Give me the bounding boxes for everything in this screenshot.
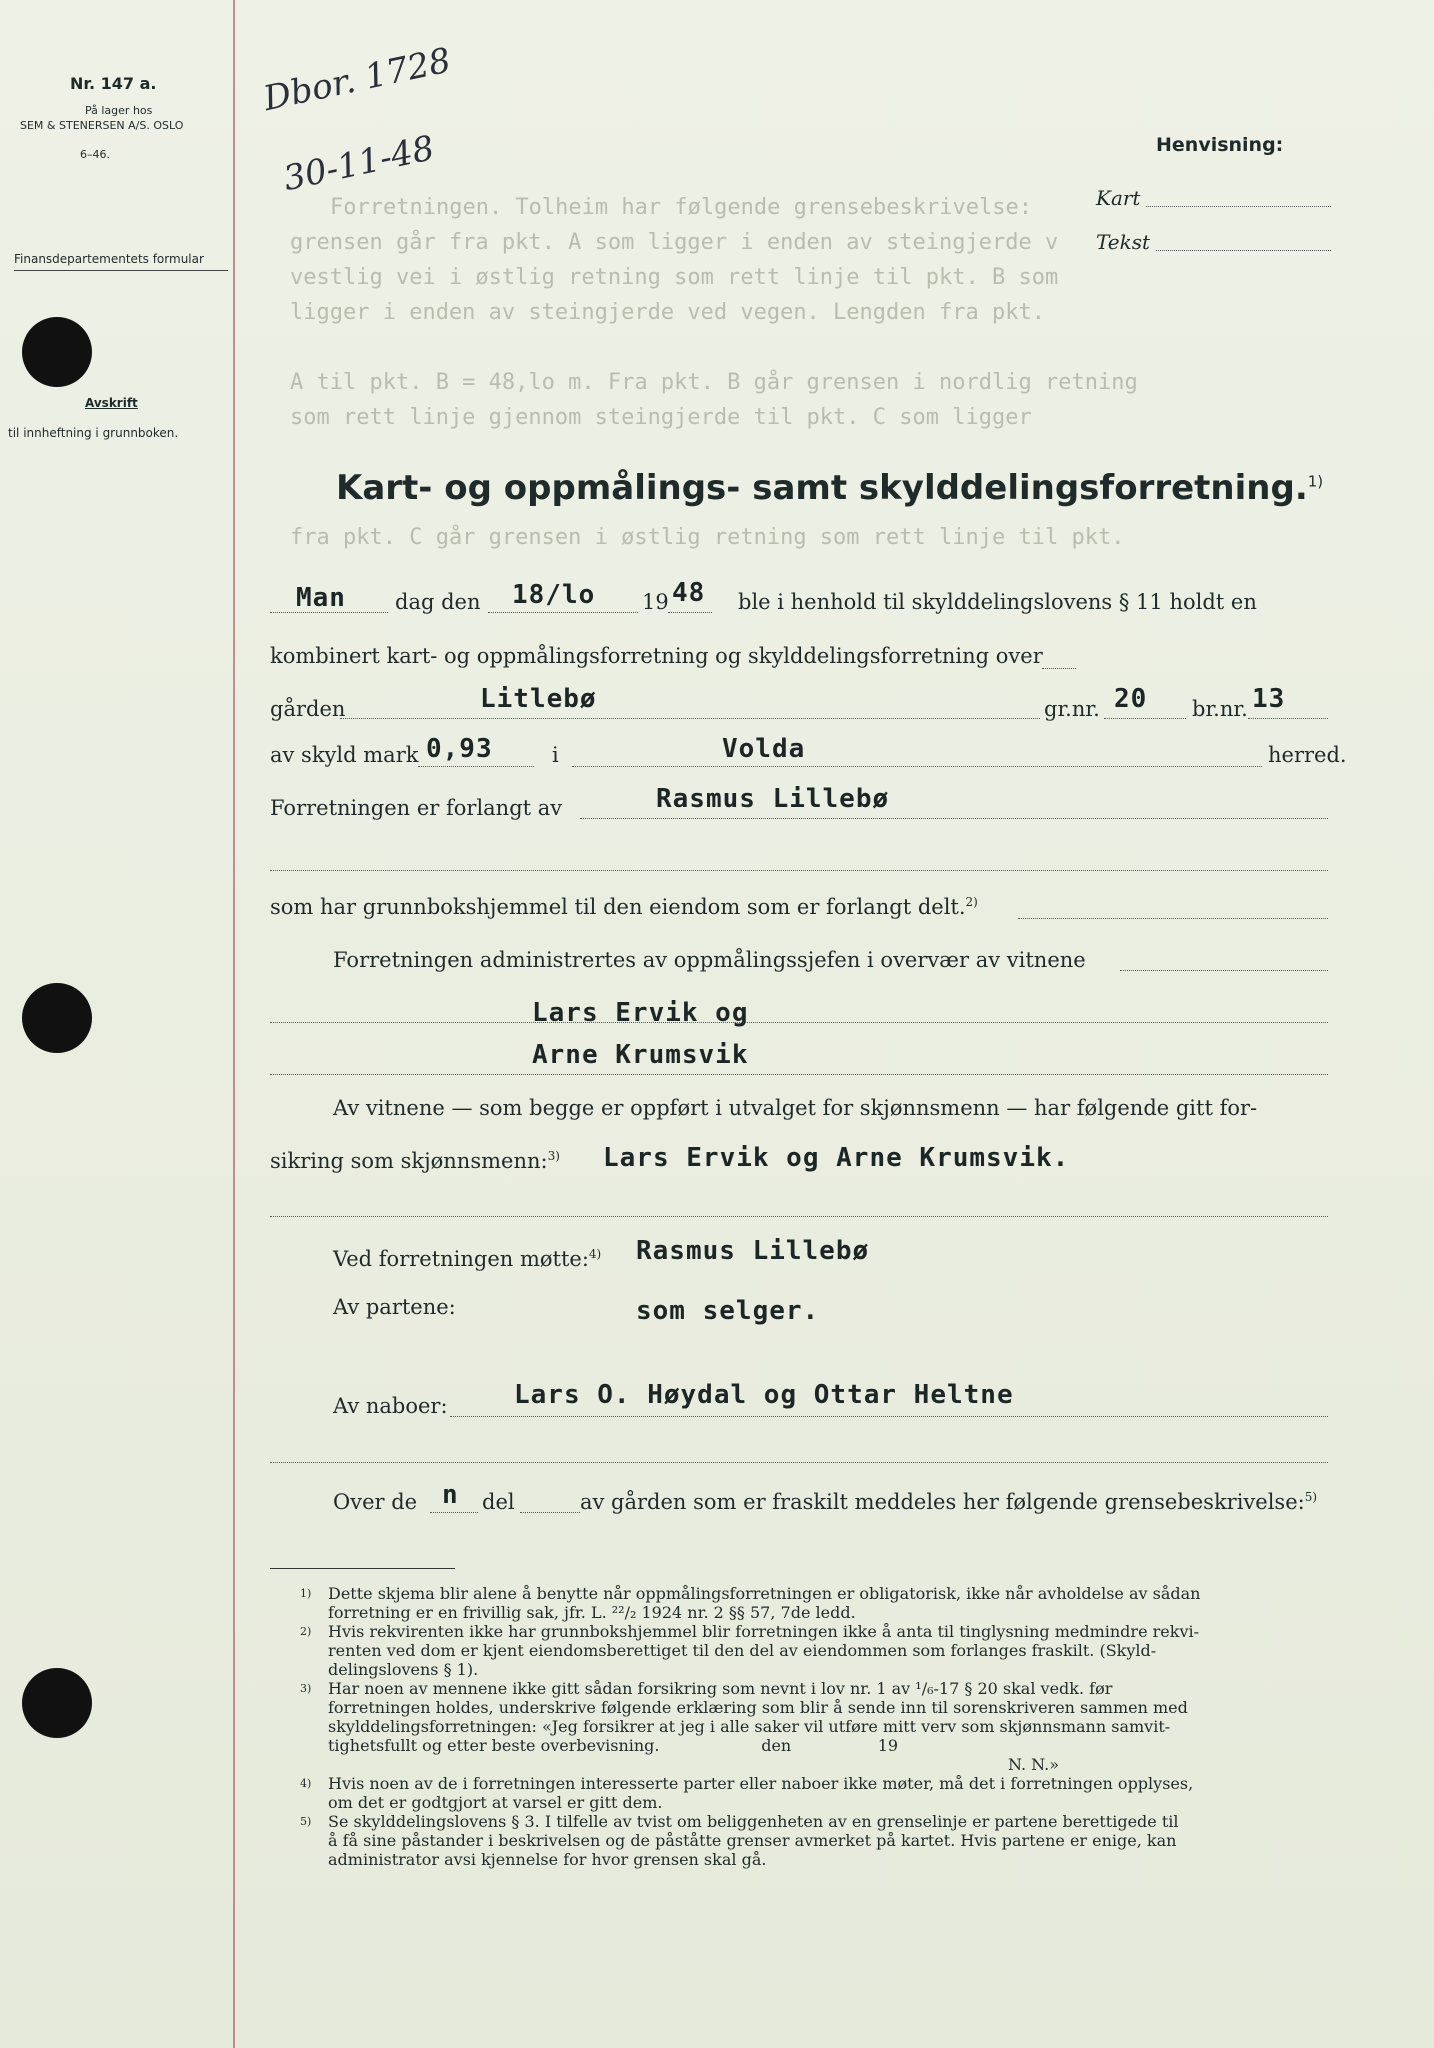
requested-field [580, 818, 1328, 819]
bleed-line: A til pkt. B = 48,lo m. Fra pkt. B går grensen i nordlig retning [290, 370, 1138, 395]
i-label: i [552, 743, 559, 767]
footnote-line: renten ved dom er kjent eiendomsberettiget til den del av eiendommen som forlanges fraskilt. (Skyld- [328, 1641, 1157, 1660]
footnote-line: Hvis rekvirenten ikke har grunnbokshjemmel blir forretningen ikke å anta til tinglysning medmindre rekvi- [328, 1622, 1199, 1641]
admin-field [1120, 970, 1328, 971]
bleed-line: grensen går fra pkt. A som ligger i enden av steingjerde v [290, 230, 1059, 255]
publisher-line: På lager hos [85, 104, 153, 117]
boundary-del: del [482, 1490, 515, 1514]
footnote-line: N. N.» [1008, 1755, 1059, 1774]
witness-1-field [270, 1022, 1328, 1023]
footnote-line: forretningen holdes, underskrive følgende erklæring som blir å sende inn til sorenskriveren sammen med [328, 1698, 1188, 1717]
municipality-field [572, 766, 1262, 767]
boundary-field [520, 1512, 580, 1513]
boundary-text [580, 1490, 1317, 1514]
line2-field [1042, 668, 1076, 669]
gnr-value: 20 [1114, 684, 1148, 714]
handwritten-date: 30-11-48 [280, 128, 438, 200]
owner-footnote: 2) [965, 895, 978, 909]
footnote-line: skylddelingsforretningen: «Jeg forsikrer at jeg i alle saker vil utføre mitt verv som skjønnsmann samvit- [328, 1717, 1171, 1736]
boundary-field [430, 1512, 478, 1513]
boundary-footnote: 5) [1304, 1490, 1318, 1504]
witness-2: Arne Krumsvik [532, 1040, 749, 1070]
farm-label: gården [270, 697, 346, 721]
reference-heading: Henvisning: [1156, 134, 1284, 156]
neighbors-value: Lars O. Høydal og Ottar Heltne [514, 1380, 1014, 1410]
bleed-line: Forretningen. Tolheim har følgende grensebeskrivelse: [330, 195, 1032, 220]
map-field [1146, 206, 1331, 207]
assurance-footnote: 3) [547, 1149, 560, 1163]
attended-footnote: 4) [588, 1247, 602, 1261]
footnote-line: om det er godtgjort at varsel er gitt dem. [328, 1793, 663, 1812]
footnote-line: Har noen av mennene ikke gitt sådan forsikring som nevnt i lov nr. 1 av ¹/₆-17 § 20 skal vedk. før [328, 1679, 1113, 1698]
year-field [668, 612, 712, 613]
document-title [336, 468, 1323, 508]
skyld-label: av skyld mark [270, 743, 419, 767]
title-text: Kart- og oppmålings- samt skylddelingsforretning. [336, 468, 1308, 508]
witness-text: Av vitnene — som begge er oppført i utvalget for skjønnsmenn — har følgende gitt for- [333, 1096, 1258, 1120]
footnote-line: Se skylddelingslovens § 3. I tilfelle av tvist om beliggenheten av en grenselinje er partene berettigede til [328, 1812, 1179, 1831]
footnote-line: tighetsfullt og etter beste overbevisning. den 19 [328, 1736, 899, 1755]
owner-field [1018, 918, 1328, 919]
farm-field [340, 718, 1040, 719]
footnote-line: Hvis noen av de i forretningen interesserte parter eller naboer ikke møter, må det i forretningen opplyses, [328, 1774, 1194, 1793]
date-field [488, 612, 638, 613]
municipality: Volda [722, 734, 806, 764]
footnote-mark: 1) [300, 1587, 312, 1600]
footnote-mark: 3) [300, 1682, 312, 1695]
admin-text: Forretningen administrertes av oppmålingssjefen i overvær av vitnene [333, 948, 1086, 972]
gnr-label: gr.nr. [1044, 697, 1100, 721]
punch-hole [22, 1668, 92, 1738]
parties-label: Av partene: [333, 1295, 456, 1319]
weekday-field [270, 612, 388, 613]
boundary-fraction: n [442, 1480, 459, 1510]
footnote-line: administrator avsi kjennelse for hvor grensen skal gå. [328, 1850, 767, 1869]
line1-text: ble i henhold til skylddelingslovens § 11 holdt en [738, 590, 1257, 614]
assurance-label [270, 1149, 560, 1173]
farm-name: Litlebø [480, 684, 597, 714]
footnote [300, 1679, 1348, 1755]
footnote-signature [328, 1755, 1348, 1774]
footnote-separator [270, 1568, 455, 1569]
blank-line [270, 870, 1328, 871]
owner-line: som har grunnbokshjemmel til den eiendom som er forlangt delt. [270, 895, 966, 919]
skyld-field [418, 766, 534, 767]
footnote-mark: 2) [300, 1625, 312, 1638]
footnote-mark: 4) [300, 1777, 312, 1790]
assurance-value: Lars Ervik og Arne Krumsvik. [603, 1143, 1070, 1173]
neighbors-label: Av naboer: [333, 1394, 448, 1418]
copy-note: til innheftning i grunnboken. [8, 426, 179, 440]
requested-by: Rasmus Lillebø [656, 784, 890, 814]
owner-text [270, 895, 978, 919]
publisher-name: SEM & STENERSEN A/S. OSLO [20, 119, 184, 132]
bleed-line: fra pkt. C går grensen i østlig retning som rett linje til pkt. [290, 525, 1125, 550]
date-value: 18/lo [512, 580, 596, 610]
year-prefix: 19 [642, 590, 669, 614]
bnr-value: 13 [1252, 684, 1286, 714]
footnotes [300, 1584, 1348, 1869]
footnote [300, 1584, 1348, 1622]
punch-hole [22, 317, 92, 387]
neighbors-field [450, 1416, 1328, 1417]
footnote-line: delingslovens § 1). [328, 1660, 479, 1679]
dag-den-label: dag den [395, 590, 481, 614]
bnr-label: br.nr. [1192, 697, 1248, 721]
parties-value: som selger. [636, 1296, 820, 1326]
skyld-value: 0,93 [426, 734, 493, 764]
footnote-line: forretning er en frivillig sak, jfr. L. ²²/₂ 1924 nr. 2 §§ 57, 7de ledd. [328, 1603, 856, 1622]
attended-label [333, 1247, 601, 1271]
blank-line [270, 1216, 1328, 1217]
margin-rule [233, 0, 235, 2048]
footnote [300, 1812, 1348, 1869]
footnote-line: Dette skjema blir alene å benytte når oppmålingsforretningen er obligatorisk, ikke når avholdelse av sådan [328, 1584, 1201, 1603]
bleed-line: vestlig vei i østlig retning som rett linje til pkt. B som [290, 265, 1059, 290]
weekday-value: Man [296, 583, 346, 613]
herred-label: herred. [1268, 743, 1347, 767]
copy-label: Avskrift [85, 396, 138, 410]
footnote [300, 1774, 1348, 1812]
form-number: Nr. 147 a. [70, 74, 157, 93]
line2-text: kombinert kart- og oppmålingsforretning og skylddelingsforretning over [270, 644, 1043, 668]
gnr-field [1104, 718, 1186, 719]
map-label: Kart [1096, 186, 1141, 210]
bnr-field [1248, 718, 1328, 719]
year-value: 48 [672, 578, 706, 608]
witness-2-field [270, 1074, 1328, 1075]
bleed-line: som rett linje gjennom steingjerde til pkt. C som ligger [290, 405, 1032, 430]
bleed-line: ligger i enden av steingjerde ved vegen. Lengden fra pkt. [290, 300, 1045, 325]
boundary-rest: av gården som er fraskilt meddeles her følgende grensebeskrivelse: [580, 1490, 1305, 1514]
text-label: Tekst [1096, 230, 1151, 254]
footnote [300, 1622, 1348, 1679]
footnote-mark: 5) [300, 1815, 312, 1828]
department-label: Finansdepartementets formular [14, 252, 204, 266]
requested-label: Forretningen er forlangt av [270, 796, 563, 820]
attended-value: Rasmus Lillebø [636, 1236, 870, 1266]
attended-label-text: Ved forretningen møtte: [333, 1247, 589, 1271]
blank-line [270, 1462, 1328, 1463]
witness-1: Lars Ervik og [532, 998, 749, 1028]
text-field [1156, 250, 1331, 251]
punch-hole [22, 983, 92, 1053]
title-footnote: 1) [1307, 472, 1324, 491]
assurance-label-text: sikring som skjønnsmenn: [270, 1149, 548, 1173]
divider [14, 270, 228, 271]
footnote-line: å få sine påstander i beskrivelsen og de påståtte grenser avmerket på kartet. Hvis partene er enige, kan [328, 1831, 1177, 1850]
boundary-over: Over de [333, 1490, 418, 1514]
handwritten-reference: Dbor. 1728 [260, 40, 455, 120]
edition: 6–46. [80, 148, 110, 161]
